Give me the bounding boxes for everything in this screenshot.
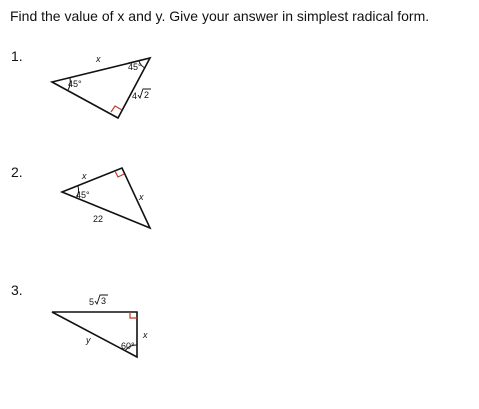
problem-2-right-angle-mark [115,171,124,177]
problem-2-label-x-right: x [139,192,144,202]
problem-1-label-side-radicand: 2 [144,90,150,100]
problem-1-label-angle-left: 45° [68,79,82,89]
problem-1-right-angle-mark [111,106,122,112]
problem-3-label-y: y [86,335,91,345]
problem-3-label-x: x [143,330,148,340]
problem-3-right-angle-mark [130,312,137,318]
problem-1-label-side-coef: 4 [132,91,138,101]
problem-2-triangle [62,168,150,228]
problem-1-number: 1. [11,48,23,64]
problem-3-triangle [52,295,148,357]
problem-2-number: 2. [11,164,23,180]
problem-3-number: 3. [11,282,23,298]
problem-2-label-x-top: x [82,171,87,181]
problem-3-label-side-top-coef: 5 [89,297,95,307]
problem-3-label-side-top-radicand: 3 [101,296,107,306]
problem-2-label-side-bottom: 22 [93,214,104,224]
problem-1-label-x: x [96,54,101,64]
problem-1-triangle [52,54,151,118]
problem-2-label-angle-left: 45° [76,190,90,200]
problem-3-label-angle-bottom: 60° [121,341,135,351]
instructions-text: Find the value of x and y. Give your answer in simplest radical form. [10,8,430,24]
problem-1-label-angle-top: 45° [128,62,142,72]
